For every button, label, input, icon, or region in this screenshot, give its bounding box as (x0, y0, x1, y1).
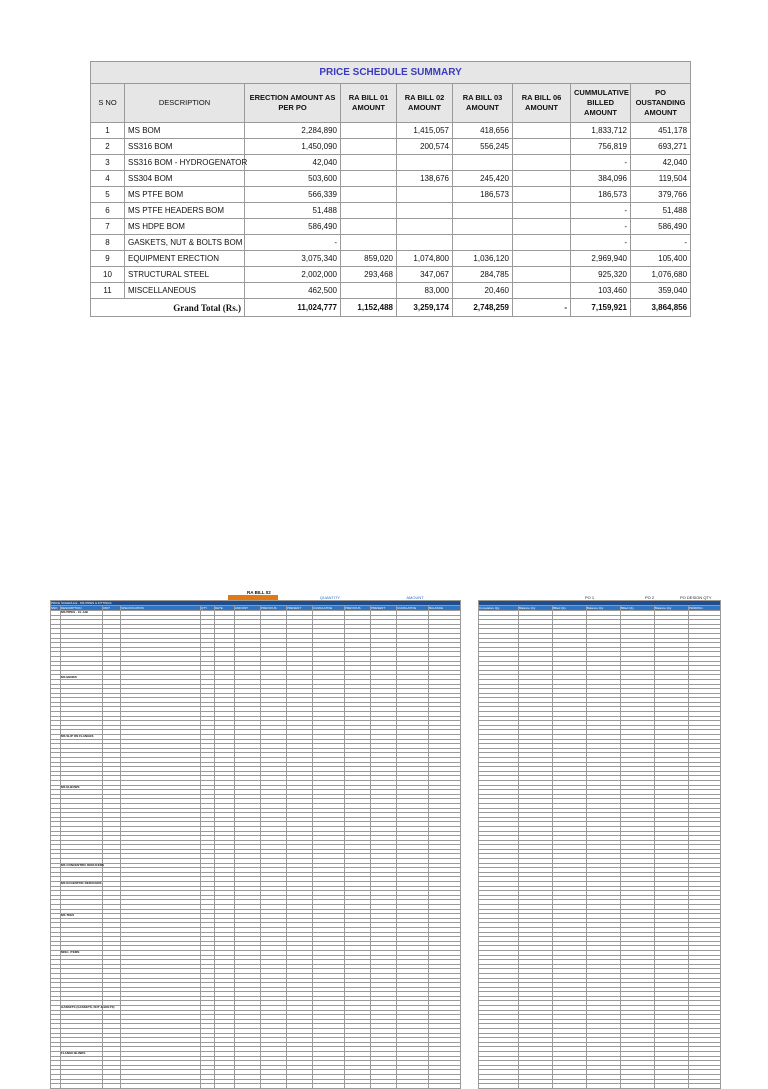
cell-description: GASKETS, NUT & BOLTS BOM (125, 235, 245, 251)
grand-total-ra-bill-02: 3,259,174 (397, 299, 453, 317)
detail-right-table (478, 600, 721, 1089)
summary-row (91, 251, 691, 267)
grand-total-label: Grand Total (Rs.) (91, 299, 245, 317)
cell-description: SS304 BOM (125, 171, 245, 187)
cell-sno: 3 (91, 155, 125, 171)
cell-erection-amount: 2,284,890 (245, 123, 341, 139)
cell-ra-bill-03: 186,573 (453, 187, 513, 203)
summary-row (91, 123, 691, 139)
cell-ra-bill-02: 347,067 (397, 267, 453, 283)
header-erection-amount: ERECTION AMOUNT AS PER PO (245, 84, 341, 123)
detail-cell: MS CONCENTRIC REDUCERS (61, 862, 105, 867)
detail-cell (201, 1084, 215, 1089)
summary-row (91, 155, 691, 171)
detail-cell: MS ECCENTRIC REDUCERS (61, 881, 102, 886)
cell-ra-bill-03: 556,245 (453, 139, 513, 155)
header-ra-bill-03: RA BILL 03 AMOUNT (453, 84, 513, 123)
cell-ra-bill-06 (513, 251, 571, 267)
grand-total-row (91, 299, 691, 317)
detail-right-header: Cumulative Qty (479, 606, 519, 611)
cell-ra-bill-01 (341, 171, 397, 187)
summary-row (91, 139, 691, 155)
detail-right-header: Balance Qty (587, 606, 621, 611)
detail-cell (215, 1084, 235, 1089)
detail-cell (61, 1084, 103, 1089)
cell-ra-bill-02: 1,415,057 (397, 123, 453, 139)
detail-right-cell (655, 1084, 689, 1089)
detail-sheet (50, 590, 720, 1056)
cell-ra-bill-06 (513, 187, 571, 203)
detail-cell (371, 1084, 397, 1089)
detail-right-cell (479, 1084, 519, 1089)
detail-right-row (479, 1084, 721, 1089)
detail-cell (313, 1084, 345, 1089)
grand-total-erection: 11,024,777 (245, 299, 341, 317)
price-schedule-summary-table (90, 61, 691, 317)
cell-ra-bill-01 (341, 235, 397, 251)
ra-bill-label: RA BILL 02 (247, 590, 271, 595)
cell-ra-bill-06 (513, 267, 571, 283)
cell-cumulative-billed: - (571, 203, 631, 219)
summary-row (91, 203, 691, 219)
detail-col-header: CUMULATIVE (397, 606, 429, 611)
cell-cumulative-billed: 2,969,940 (571, 251, 631, 267)
cell-po-outstanding: 1,076,680 (631, 267, 691, 283)
detail-right-header: Billed Qty (553, 606, 587, 611)
detail-cell (51, 1084, 61, 1089)
cell-sno: 6 (91, 203, 125, 219)
cell-description: MS HDPE BOM (125, 219, 245, 235)
grand-total-ra-bill-06: - (513, 299, 571, 317)
cell-ra-bill-02 (397, 203, 453, 219)
cell-sno: 2 (91, 139, 125, 155)
summary-body (91, 123, 691, 299)
detail-col-header: CUMULATIVE (313, 606, 345, 611)
detail-col-header: SNO (51, 606, 61, 611)
detail-col-header: PREVIOUS (345, 606, 371, 611)
detail-cell: MS PIPES - CL.A/B (61, 611, 103, 616)
cell-description: STRUCTURAL STEEL (125, 267, 245, 283)
header-po-outstanding: PO OUSTANDING AMOUNT (631, 84, 691, 123)
summary-row (91, 267, 691, 283)
summary-header-row (91, 84, 691, 123)
amount-label: AMOUNT (406, 595, 424, 600)
cell-erection-amount: 3,075,340 (245, 251, 341, 267)
cell-ra-bill-06 (513, 139, 571, 155)
cell-cumulative-billed: - (571, 219, 631, 235)
detail-right-cell (587, 1084, 621, 1089)
cell-cumulative-billed: 756,819 (571, 139, 631, 155)
detail-cell (103, 1084, 121, 1089)
detail-right-header: Billed Qty (621, 606, 655, 611)
detail-col-header: DESCRIPTION (61, 606, 103, 611)
cell-ra-bill-02: 83,000 (397, 283, 453, 299)
cell-erection-amount: 566,339 (245, 187, 341, 203)
detail-right-header: Balance Qty (655, 606, 689, 611)
cell-erection-amount: 51,488 (245, 203, 341, 219)
cell-description: MS BOM (125, 123, 245, 139)
cell-ra-bill-01: 293,468 (341, 267, 397, 283)
cell-description: SS316 BOM - HYDROGENATOR (125, 155, 245, 171)
cell-cumulative-billed: 103,460 (571, 283, 631, 299)
cell-po-outstanding: 379,766 (631, 187, 691, 203)
detail-right-cell (519, 1084, 553, 1089)
detail-right-header: PENDING (689, 606, 721, 611)
detail-col-header: UNIT (103, 606, 121, 611)
header-ra-bill-06: RA BILL 06 AMOUNT (513, 84, 571, 123)
grand-total-ra-bill-01: 1,152,488 (341, 299, 397, 317)
cell-erection-amount: 586,490 (245, 219, 341, 235)
po1-label: PO 1 (585, 595, 595, 600)
cell-erection-amount: 503,600 (245, 171, 341, 187)
cell-ra-bill-02: 1,074,800 (397, 251, 453, 267)
cell-po-outstanding: 586,490 (631, 219, 691, 235)
detail-col-header: BALANCE (429, 606, 461, 611)
cell-ra-bill-06 (513, 283, 571, 299)
cell-cumulative-billed: - (571, 155, 631, 171)
detail-cell (261, 1084, 287, 1089)
detail-col-header: SPECIFICATION (121, 606, 201, 611)
cell-ra-bill-01 (341, 123, 397, 139)
grand-total-ra-bill-03: 2,748,259 (453, 299, 513, 317)
cell-ra-bill-02 (397, 187, 453, 203)
header-sno: S NO (91, 84, 125, 123)
cell-sno: 5 (91, 187, 125, 203)
detail-right-body (479, 611, 721, 1089)
cell-cumulative-billed: - (571, 235, 631, 251)
cell-ra-bill-06 (513, 203, 571, 219)
summary-row (91, 219, 691, 235)
cell-ra-bill-02 (397, 155, 453, 171)
summary-row (91, 235, 691, 251)
header-description: DESCRIPTION (125, 84, 245, 123)
detail-row (51, 1084, 461, 1089)
grand-total-cumulative: 7,159,921 (571, 299, 631, 317)
detail-cell: FLANGE BLINDS (61, 1052, 103, 1057)
cell-po-outstanding: 119,504 (631, 171, 691, 187)
detail-cell (121, 1084, 201, 1089)
cell-ra-bill-03 (453, 219, 513, 235)
cell-ra-bill-01 (341, 203, 397, 219)
detail-cell: MS BENDS (61, 675, 103, 680)
cell-ra-bill-03: 284,785 (453, 267, 513, 283)
detail-right-cell (689, 1084, 721, 1089)
cell-ra-bill-03: 1,036,120 (453, 251, 513, 267)
detail-cell: MS TEES (61, 914, 103, 919)
detail-col-header: RATE (215, 606, 235, 611)
cell-ra-bill-06 (513, 219, 571, 235)
cell-erection-amount: 1,450,090 (245, 139, 341, 155)
detail-cell: GASKETS (GASKETS, NUT & BOLTS) (61, 1005, 115, 1010)
detail-left-body (51, 611, 461, 1089)
cell-ra-bill-03: 245,420 (453, 171, 513, 187)
summary-row (91, 283, 691, 299)
cell-sno: 8 (91, 235, 125, 251)
cell-sno: 7 (91, 219, 125, 235)
detail-col-header: QTY (201, 606, 215, 611)
cell-description: MS PTFE HEADERS BOM (125, 203, 245, 219)
cell-sno: 1 (91, 123, 125, 139)
grand-total-outstanding: 3,864,856 (631, 299, 691, 317)
cell-po-outstanding: 451,178 (631, 123, 691, 139)
po3-label: PO DESIGN QTY (680, 595, 712, 600)
cell-cumulative-billed: 384,096 (571, 171, 631, 187)
detail-cell: MS SLIP ON FLANGES (61, 735, 103, 740)
cell-cumulative-billed: 1,833,712 (571, 123, 631, 139)
header-ra-bill-01: RA BILL 01 AMOUNT (341, 84, 397, 123)
detail-left-table (50, 600, 461, 1089)
cell-ra-bill-06 (513, 123, 571, 139)
summary-title: PRICE SCHEDULE SUMMARY (91, 62, 691, 84)
cell-cumulative-billed: 925,320 (571, 267, 631, 283)
cell-ra-bill-02 (397, 219, 453, 235)
cell-description: SS316 BOM (125, 139, 245, 155)
cell-ra-bill-01 (341, 139, 397, 155)
quantity-label: QUANTITY (319, 595, 341, 600)
cell-ra-bill-03: 418,656 (453, 123, 513, 139)
detail-header-bar (50, 590, 720, 600)
po2-label: PO 2 (645, 595, 655, 600)
cell-ra-bill-01 (341, 155, 397, 171)
detail-col-header: AMOUNT (235, 606, 261, 611)
detail-col-header: PREVIOUS (261, 606, 287, 611)
cell-erection-amount: 462,500 (245, 283, 341, 299)
cell-ra-bill-06 (513, 155, 571, 171)
cell-erection-amount: 42,040 (245, 155, 341, 171)
cell-po-outstanding: - (631, 235, 691, 251)
cell-erection-amount: 2,002,000 (245, 267, 341, 283)
cell-po-outstanding: 693,271 (631, 139, 691, 155)
cell-ra-bill-03 (453, 235, 513, 251)
cell-po-outstanding: 51,488 (631, 203, 691, 219)
detail-cell (397, 1084, 429, 1089)
detail-col-header: PRESENT (371, 606, 397, 611)
cell-description: MS PTFE BOM (125, 187, 245, 203)
summary-row (91, 187, 691, 203)
cell-cumulative-billed: 186,573 (571, 187, 631, 203)
detail-cell (345, 1084, 371, 1089)
cell-ra-bill-06 (513, 235, 571, 251)
cell-sno: 9 (91, 251, 125, 267)
cell-ra-bill-03: 20,460 (453, 283, 513, 299)
cell-ra-bill-06 (513, 171, 571, 187)
detail-sheet-title: PRICE SCHEDULE - MS PIPES & FITTINGS (51, 601, 461, 606)
cell-po-outstanding: 359,040 (631, 283, 691, 299)
cell-erection-amount: - (245, 235, 341, 251)
header-cumulative-billed: CUMMULATIVE BILLED AMOUNT (571, 84, 631, 123)
detail-cell (429, 1084, 461, 1089)
detail-cell (235, 1084, 261, 1089)
cell-ra-bill-01 (341, 187, 397, 203)
cell-ra-bill-01 (341, 219, 397, 235)
cell-ra-bill-03 (453, 155, 513, 171)
header-ra-bill-02: RA BILL 02 AMOUNT (397, 84, 453, 123)
cell-ra-bill-03 (453, 203, 513, 219)
detail-cell: MISC. ITEMS (61, 950, 103, 955)
cell-po-outstanding: 105,400 (631, 251, 691, 267)
cell-po-outstanding: 42,040 (631, 155, 691, 171)
cell-ra-bill-02: 200,574 (397, 139, 453, 155)
cell-ra-bill-02 (397, 235, 453, 251)
detail-cell (287, 1084, 313, 1089)
cell-ra-bill-02: 138,676 (397, 171, 453, 187)
cell-description: MISCELLANEOUS (125, 283, 245, 299)
cell-sno: 10 (91, 267, 125, 283)
summary-row (91, 171, 691, 187)
cell-ra-bill-01: 859,020 (341, 251, 397, 267)
detail-cell: MS ELBOWS (61, 785, 103, 790)
cell-sno: 11 (91, 283, 125, 299)
cell-sno: 4 (91, 171, 125, 187)
detail-right-header: Balance Qty (519, 606, 553, 611)
cell-ra-bill-01 (341, 283, 397, 299)
detail-right-cell (553, 1084, 587, 1089)
cell-description: EQUIPMENT ERECTION (125, 251, 245, 267)
detail-right-cell (621, 1084, 655, 1089)
detail-col-header: PRESENT (287, 606, 313, 611)
